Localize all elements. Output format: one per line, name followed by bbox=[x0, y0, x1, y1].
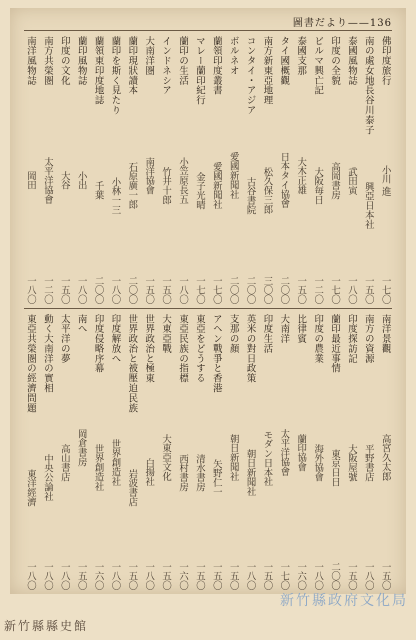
book-entry bbox=[75, 314, 88, 590]
book-publisher: 白揚社 bbox=[143, 458, 155, 487]
book-price: 一五〇 bbox=[126, 561, 138, 590]
book-entry bbox=[159, 36, 172, 304]
book-publisher: 石原廣一郎 bbox=[126, 162, 138, 210]
book-price: 一八〇 bbox=[25, 275, 36, 304]
book-publisher: 海外協會 bbox=[312, 443, 324, 482]
book-publisher: モダン日本社 bbox=[261, 429, 273, 486]
book-entry bbox=[125, 314, 138, 590]
book-entry bbox=[345, 314, 358, 590]
book-entry bbox=[24, 314, 37, 590]
book-publisher: 千葉 bbox=[92, 181, 104, 200]
book-price: 二〇〇 bbox=[227, 275, 239, 304]
book-title: タイ國概觀 bbox=[278, 36, 290, 86]
book-publisher: 大阪毎日 bbox=[312, 166, 324, 205]
book-publisher: 東洋經濟 bbox=[25, 468, 36, 507]
book-title: 蘭領東印度地誌 bbox=[92, 36, 104, 106]
book-entry bbox=[260, 36, 273, 304]
book-title: 蘭印を斯く見たり bbox=[109, 36, 121, 116]
lower-band bbox=[24, 314, 392, 590]
book-publisher: 岩波書店 bbox=[126, 468, 138, 507]
book-title: 東亞共榮圏の經濟問題 bbox=[25, 314, 36, 413]
book-title: 蘭印現狀讀本 bbox=[126, 36, 138, 96]
book-title: コンタイ・アジア bbox=[244, 36, 256, 116]
book-entry bbox=[328, 314, 341, 590]
book-entry bbox=[379, 36, 392, 304]
book-entry bbox=[294, 36, 307, 304]
book-price: 一五〇 bbox=[75, 561, 87, 590]
book-entry bbox=[277, 314, 290, 590]
book-title: 南方新東亞地理 bbox=[261, 36, 273, 106]
book-price: 一七〇 bbox=[210, 275, 222, 304]
book-title: 蘭印最近事情 bbox=[329, 314, 341, 374]
book-price: 一五〇 bbox=[227, 561, 239, 590]
book-title: 泰國支那 bbox=[295, 36, 307, 76]
book-publisher: 大東亞文化 bbox=[160, 434, 172, 482]
book-title: 東亞民族の指標 bbox=[177, 314, 189, 384]
book-publisher: 太平洋協會 bbox=[278, 429, 290, 477]
book-entry bbox=[92, 36, 105, 304]
book-price: 二〇〇 bbox=[244, 275, 256, 304]
book-entry bbox=[193, 36, 206, 304]
book-price: 一六〇 bbox=[92, 561, 104, 590]
book-publisher: 世界創造社 bbox=[92, 444, 104, 492]
document-page bbox=[10, 8, 406, 594]
book-price: 一八〇 bbox=[362, 561, 374, 590]
watermark-footer: 新竹縣政府文化局 bbox=[280, 593, 408, 609]
book-title: ビルマ興亡記 bbox=[312, 36, 324, 96]
book-price: 一五〇 bbox=[58, 275, 70, 304]
book-entry bbox=[142, 36, 155, 304]
top-rule bbox=[24, 30, 392, 31]
book-entry bbox=[41, 314, 54, 590]
book-title: 南洋風物誌 bbox=[25, 36, 36, 86]
book-title: 英米の對日政策 bbox=[244, 314, 256, 384]
book-price: 一五〇 bbox=[379, 561, 391, 590]
book-title: アヘン戰爭と香港 bbox=[210, 314, 222, 394]
book-price: 一五〇 bbox=[160, 561, 172, 590]
book-entry bbox=[176, 36, 189, 304]
book-publisher: 愛國新聞社 bbox=[227, 152, 239, 200]
book-publisher: 南洋協會 bbox=[143, 156, 155, 195]
book-title: 蘭印の生活 bbox=[177, 36, 189, 86]
book-price: 二〇〇 bbox=[329, 561, 341, 590]
book-entry bbox=[345, 36, 358, 304]
book-publisher: 大木正雄 bbox=[295, 156, 307, 195]
book-title: 東亞をどうする bbox=[193, 314, 205, 384]
book-entry bbox=[92, 314, 105, 590]
book-title: 世界政治と極東 bbox=[143, 314, 155, 384]
book-price: 一八〇 bbox=[143, 561, 155, 590]
book-publisher: 金子光晴 bbox=[193, 171, 205, 210]
book-entry bbox=[142, 314, 155, 590]
book-price: 二〇〇 bbox=[278, 275, 290, 304]
book-entry bbox=[58, 36, 71, 304]
book-price: 一八〇 bbox=[41, 561, 53, 590]
book-title: 南方の資源 bbox=[362, 314, 374, 364]
book-publisher: 矢野仁一 bbox=[210, 458, 222, 497]
book-price: 一五〇 bbox=[210, 561, 222, 590]
book-price: 一五〇 bbox=[295, 275, 307, 304]
book-price: 一八〇 bbox=[177, 275, 189, 304]
book-price: 三〇〇 bbox=[261, 275, 273, 304]
book-title: 大東亞戰 bbox=[160, 314, 172, 354]
book-title: 印度の農業 bbox=[312, 314, 324, 364]
book-publisher: 西村書房 bbox=[177, 453, 189, 492]
book-publisher: 岡田 bbox=[25, 171, 36, 191]
book-entry bbox=[227, 314, 240, 590]
book-publisher: 大阪屋號 bbox=[345, 443, 357, 482]
book-entry bbox=[328, 36, 341, 304]
book-entry bbox=[311, 36, 324, 304]
book-price: 一五〇 bbox=[345, 561, 357, 590]
book-title: 印度生活 bbox=[261, 314, 273, 354]
book-publisher: 中央公論社 bbox=[41, 454, 53, 501]
book-price: 一五〇 bbox=[261, 561, 273, 590]
book-price: 一八〇 bbox=[75, 275, 87, 304]
book-publisher: 岡倉書房 bbox=[75, 429, 87, 467]
book-publisher: 小出 bbox=[75, 171, 87, 191]
book-title: 太平洋の夢 bbox=[58, 314, 70, 364]
book-entry bbox=[311, 314, 324, 590]
book-entry bbox=[75, 36, 88, 304]
book-title: 世界政治と被壓迫民族 bbox=[126, 314, 138, 413]
book-publisher: 愛國新聞社 bbox=[210, 162, 222, 210]
book-price: 一七〇 bbox=[193, 275, 205, 304]
book-publisher: 世界創造社 bbox=[109, 439, 121, 487]
book-entry bbox=[108, 314, 121, 590]
book-price: 一五〇 bbox=[193, 561, 205, 590]
book-price: 一八〇 bbox=[109, 561, 121, 590]
book-entry bbox=[125, 36, 138, 304]
book-publisher: 太平洋協會 bbox=[41, 157, 53, 205]
book-publisher: 日本タイ協會 bbox=[278, 152, 290, 209]
book-publisher: 蘭印協會 bbox=[295, 433, 307, 472]
book-price: 一八〇 bbox=[244, 561, 256, 590]
book-publisher: 朝日新聞社 bbox=[244, 449, 256, 496]
book-title: 泰國風物誌 bbox=[345, 36, 357, 86]
book-entry bbox=[244, 314, 257, 590]
book-title: 南方共榮圏 bbox=[41, 36, 53, 86]
book-title: 比律賓 bbox=[295, 314, 307, 344]
book-title: 支那の顏 bbox=[227, 314, 239, 354]
book-price: 一六〇 bbox=[295, 561, 307, 590]
book-publisher: 高山書店 bbox=[58, 443, 70, 482]
book-publisher: 小林一三 bbox=[109, 176, 121, 215]
book-entry bbox=[362, 314, 375, 590]
book-title: 印度侵略序幕 bbox=[92, 314, 104, 374]
book-price: 一八〇 bbox=[345, 275, 357, 304]
book-price: 一八〇 bbox=[312, 561, 324, 590]
book-price: 一八〇 bbox=[25, 561, 36, 590]
book-entry bbox=[227, 36, 240, 304]
book-title: 南へ bbox=[75, 314, 87, 334]
book-publisher: 興亞日本社 bbox=[362, 181, 374, 229]
book-publisher: 高宮久太郎 bbox=[379, 434, 391, 482]
book-entry bbox=[176, 314, 189, 590]
page-header: 圖書だより——136 bbox=[292, 18, 392, 29]
upper-band bbox=[24, 36, 392, 304]
book-title: 南洋景觀 bbox=[379, 314, 391, 354]
book-publisher: 清水書房 bbox=[193, 453, 205, 492]
book-price: 一六〇 bbox=[177, 561, 189, 590]
book-entry bbox=[210, 314, 223, 590]
book-entry bbox=[159, 314, 172, 590]
archive-footer: 新竹縣縣史館 bbox=[4, 619, 89, 633]
book-entry bbox=[260, 314, 273, 590]
book-price: 一五〇 bbox=[143, 275, 155, 304]
book-publisher: 竹井十郎 bbox=[160, 166, 172, 205]
book-title: マレー蘭印紀行 bbox=[193, 36, 205, 106]
book-publisher: 平野書店 bbox=[362, 443, 374, 482]
book-title: インドネシア bbox=[160, 36, 172, 96]
book-publisher: 小川 進 bbox=[379, 165, 391, 197]
book-price: 一八〇 bbox=[109, 275, 121, 304]
book-price: 一七〇 bbox=[379, 275, 391, 304]
book-title: 南の處女地長谷川泰子 bbox=[362, 36, 374, 135]
book-title: 大南洋 bbox=[278, 314, 290, 344]
book-entry bbox=[193, 314, 206, 590]
book-publisher: 東京日日 bbox=[329, 448, 341, 487]
book-title: 印度の全貌 bbox=[329, 36, 341, 86]
book-price: 一七〇 bbox=[329, 275, 341, 304]
book-entry bbox=[244, 36, 257, 304]
book-title: ボルネオ bbox=[227, 36, 239, 76]
book-title: 佛印度旅行 bbox=[379, 36, 391, 86]
book-title: 蘭領印度叢書 bbox=[210, 36, 222, 96]
book-title: 印度の文化 bbox=[58, 36, 70, 86]
book-title: 蘭印風物誌 bbox=[75, 36, 87, 86]
book-price: 一二〇 bbox=[312, 275, 324, 304]
book-publisher: 古谷書院 bbox=[244, 176, 256, 215]
book-price: 一七〇 bbox=[278, 561, 290, 590]
book-publisher: 大谷 bbox=[58, 171, 70, 191]
book-entry bbox=[108, 36, 121, 304]
book-price: 一五〇 bbox=[160, 275, 172, 304]
book-price: 二〇〇 bbox=[92, 275, 104, 304]
book-publisher: 小笠原長五 bbox=[177, 157, 189, 205]
book-entry bbox=[277, 36, 290, 304]
book-entry bbox=[24, 36, 37, 304]
book-entry bbox=[362, 36, 375, 304]
middle-rule bbox=[24, 308, 392, 309]
book-publisher: 松久保三郎 bbox=[261, 167, 273, 214]
book-title: 印度解放へ bbox=[109, 314, 121, 364]
book-entry bbox=[58, 314, 71, 590]
book-title: 大南洋圏 bbox=[143, 36, 155, 76]
book-title: 動く大南洋の實相 bbox=[41, 314, 53, 394]
book-publisher: 高岡書房 bbox=[329, 161, 341, 200]
book-title: 印度探訪記 bbox=[345, 314, 357, 364]
book-entry bbox=[210, 36, 223, 304]
book-publisher: 武田寅 bbox=[345, 166, 357, 195]
book-entry bbox=[379, 314, 392, 590]
book-price: 二〇〇 bbox=[126, 275, 138, 304]
book-entry bbox=[41, 36, 54, 304]
book-price: 一八〇 bbox=[58, 561, 70, 590]
book-entry bbox=[294, 314, 307, 590]
book-publisher: 朝日新聞社 bbox=[227, 434, 239, 482]
book-price: 一五〇 bbox=[362, 275, 374, 304]
book-price: 一二〇 bbox=[41, 275, 53, 304]
